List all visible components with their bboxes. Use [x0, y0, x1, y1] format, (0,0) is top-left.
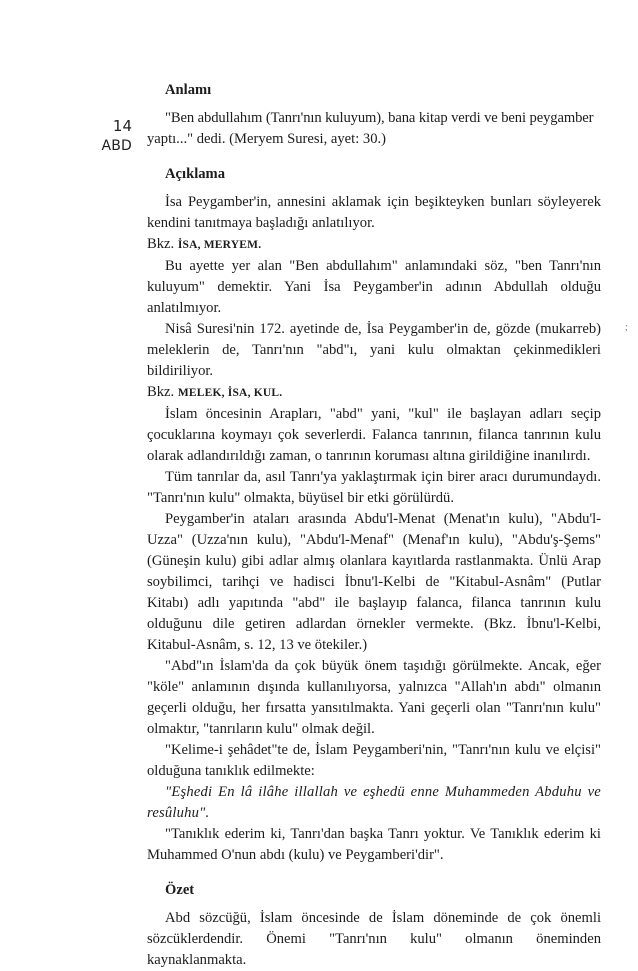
see-also-refs: MELEK, İSA, KUL. — [177, 387, 283, 399]
ozet-paragraph: Abd sözcüğü, İslam öncesinde de İslam döneminde de çok önemli sözcüklerdendir. Önemi "Tanrı'nın kulu" olmanın öneminden kaynaklanmakta. — [147, 910, 601, 968]
see-also-1 — [147, 234, 601, 256]
page-content — [147, 80, 601, 971]
shahada-quote: "Eşhedi En lâ ilâhe illallah ve eşhedü enne Muhammeden Abduhu ve resûluhu". — [147, 784, 601, 821]
see-also-prefix: Bkz. — [147, 236, 175, 252]
anlam-heading: Anlamı — [165, 82, 212, 98]
aciklama-paragraph-8: "Kelime-i şehâdet"te de, İslam Peygamberi'nin, "Tanrı'nın kulu ve elçisi" olduğuna tanıklık edilmekte: — [147, 742, 601, 779]
page-marker — [98, 116, 132, 156]
see-also-prefix: Bkz. — [147, 384, 175, 400]
see-also-2 — [147, 382, 601, 404]
margin-mark: ; — [625, 322, 628, 333]
see-also-refs: İSA, MERYEM. — [177, 239, 262, 251]
aciklama-paragraph-3: Nisâ Suresi'nin 172. ayetinde de, İsa Peygamber'in de, gözde (mukarreb) meleklerin de, Tanrı'nın "abd"ı, yani kulu olmaktan çekinmedikleri bildiriliyor. — [147, 321, 601, 379]
aciklama-paragraph-1: İsa Peygamber'in, annesini aklamak için beşikteyken bunları söyleyerek kendini tanıtmaya başladığı anlatılıyor. — [147, 194, 601, 231]
anlam-line-1: "Ben abdullahım (Tanrı'nın kuluyum), bana kitap verdi ve beni peygamber — [165, 110, 594, 126]
ozet-heading: Özet — [165, 882, 195, 898]
aciklama-paragraph-9: "Tanıklık ederim ki, Tanrı'dan başka Tanrı yoktur. Ve Tanıklık ederim ki Muhammed O'nun abdı (kulu) ve Peygamberi'dir". — [147, 826, 601, 863]
anlam-line-2: yaptı..." dedi. (Meryem Suresi, ayet: 30.) — [147, 131, 386, 147]
aciklama-paragraph-7: "Abd"ın İslam'da da çok büyük önem taşıdığı görülmekte. Ancak, eğer "köle" anlamının dışında kullanılıyorsa, yalnızca "Allah'ın abdı" olmanın geçerli olduğu, her fırsatta yansıtılmakta. Yani geçerli olan "Tanrı'nın kulu" olmaktır, "tanrıların kulu" olmak değil. — [147, 658, 601, 737]
aciklama-heading: Açıklama — [165, 166, 225, 182]
aciklama-paragraph-4: İslam öncesinin Arapları, "abd" yani, "kul" ile başlayan adları seçip çocuklarına koymayı çok severlerdi. Falanca tanrının, filanca tanrının kulu olarak adlandırıldığı zaman, o tanrının koruması altına girildiğine inanılırdı. — [147, 406, 601, 464]
page-topic: ABD — [101, 138, 132, 154]
aciklama-paragraph-5: Tüm tanrılar da, asıl Tanrı'ya yaklaştırmak için birer aracı durumundaydı. "Tanrı'nın kulu" olmakta, büyüsel bir etki görülürdü. — [147, 469, 601, 506]
page-number: 14 — [112, 117, 132, 135]
aciklama-paragraph-2: Bu ayette yer alan "Ben abdullahım" anlamındaki söz, "ben Tanrı'nın kuluyum" demektir. Yani İsa Peygamber'in adının Abdullah olduğu anlatılmıyor. — [147, 258, 601, 316]
aciklama-paragraph-6: Peygamber'in ataları arasında Abdu'l-Menat (Menat'ın kulu), "Abdu'l-Uzza" (Uzza'nın kulu), "Abdu'l-Menaf" (Menaf'ın kulu), "Abdu'ş-Şems" (Güneşin kulu) gibi adlar almış olanlara kayıtlarda rastlanmakta. Ünlü Arap soybilimci, tarihçi ve hadisci İbnu'l-Kelbi de "Kitabul-Asnâm" (Putlar Kitabı) adlı yapıtında "abd" ile başlayıp falanca, filanca tanrının kulu olduğunu dile getiren adlardan örnekler vermekte. (Bkz. İbnu'l-Kelbi, Kitabul-Asnâm, s. 12, 13 ve ötekiler.) — [147, 511, 601, 653]
